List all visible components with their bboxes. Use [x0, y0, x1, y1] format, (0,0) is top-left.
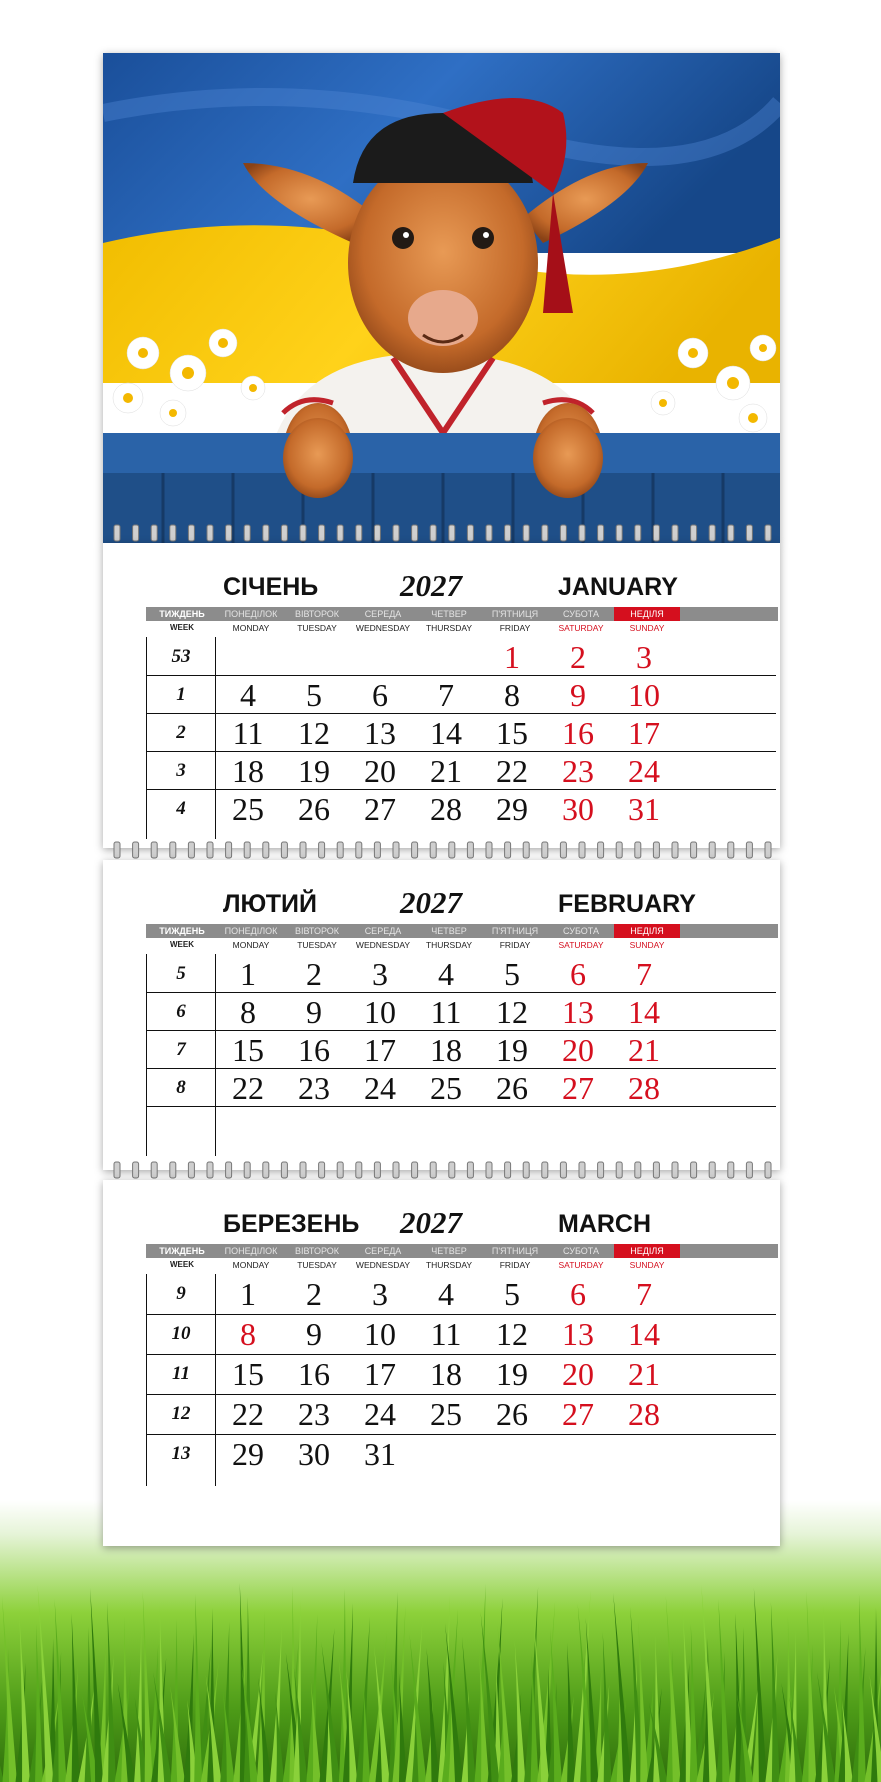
calendar-day[interactable]: 28: [430, 791, 462, 827]
calendar-day[interactable]: 19: [496, 1032, 528, 1068]
week-number: 8: [176, 1077, 186, 1098]
calendar-day[interactable]: 4: [438, 1276, 454, 1312]
calendar-day[interactable]: 8: [240, 994, 256, 1030]
calendar-day[interactable]: 15: [496, 715, 528, 751]
calendar-day[interactable]: 3: [372, 956, 388, 992]
weekday-en-3: THURSDAY: [425, 1260, 473, 1270]
calendar-day[interactable]: 4: [438, 956, 454, 992]
calendar-day[interactable]: 7: [438, 677, 454, 713]
grid-line: [146, 1274, 147, 1486]
weekday-en-5: SATURDAY: [558, 623, 604, 633]
weekday-en-4: FRIDAY: [499, 940, 531, 950]
calendar-day[interactable]: 11: [232, 715, 264, 751]
calendar-day[interactable]: 8: [504, 677, 520, 713]
weekday-header-bar: [146, 924, 778, 938]
weekday-en-6: SUNDAY: [629, 940, 665, 950]
weekday-en-5: SATURDAY: [558, 940, 604, 950]
calendar-day[interactable]: 15: [232, 1356, 264, 1392]
month-sheet: [103, 543, 780, 848]
weekday-en-4: FRIDAY: [499, 623, 531, 633]
week-number: 13: [171, 1443, 191, 1464]
weekday-ua-5: СУБОТА: [563, 926, 599, 936]
calendar-day[interactable]: 21: [430, 753, 462, 789]
goat-illustration: [103, 53, 780, 543]
week-header-ua: ТИЖДЕНЬ: [159, 609, 205, 619]
calendar-day[interactable]: 11: [430, 1316, 462, 1352]
calendar-day[interactable]: 7: [636, 1276, 652, 1312]
week-header-en: WEEK: [170, 1260, 194, 1269]
calendar-day[interactable]: 20: [562, 1032, 594, 1068]
calendar-day[interactable]: 30: [298, 1436, 330, 1472]
weekday-ua-2: СЕРЕДА: [364, 609, 402, 619]
week-number: 4: [176, 798, 186, 819]
weekday-ua-4: П'ЯТНИЦЯ: [491, 1246, 539, 1256]
calendar-day[interactable]: 6: [372, 677, 388, 713]
calendar-photo: [103, 53, 780, 543]
weekday-en-0: MONDAY: [232, 623, 270, 633]
calendar-day[interactable]: 13: [364, 715, 396, 751]
week-header-ua: ТИЖДЕНЬ: [159, 926, 205, 936]
calendar-day[interactable]: 9: [570, 677, 586, 713]
calendar-day[interactable]: 21: [628, 1356, 660, 1392]
calendar-day[interactable]: 14: [628, 994, 660, 1030]
grid-line: [146, 637, 147, 839]
week-number: 3: [176, 760, 186, 781]
calendar-day[interactable]: 29: [496, 791, 528, 827]
weekday-ua-0: ПОНЕДІЛОК: [224, 1246, 278, 1256]
calendar-day[interactable]: 19: [496, 1356, 528, 1392]
weekday-en-6: SUNDAY: [629, 623, 665, 633]
calendar-day[interactable]: 25: [430, 1396, 462, 1432]
weekday-en-6: SUNDAY: [629, 1260, 665, 1270]
calendar-day[interactable]: 14: [430, 715, 462, 751]
weekday-ua-5: СУБОТА: [563, 1246, 599, 1256]
calendar-day[interactable]: 9: [306, 1316, 322, 1352]
calendar-day[interactable]: 31: [364, 1436, 396, 1472]
calendar-day[interactable]: 7: [636, 956, 652, 992]
calendar-day[interactable]: 5: [504, 956, 520, 992]
month-name-en: MARCH: [558, 1210, 652, 1238]
calendar-day[interactable]: 23: [298, 1070, 330, 1106]
week-number: 7: [176, 1039, 186, 1060]
calendar-day[interactable]: 26: [496, 1396, 528, 1432]
row-divider: [146, 1434, 776, 1435]
calendar-day[interactable]: 23: [562, 753, 594, 789]
week-header-ua: ТИЖДЕНЬ: [159, 1246, 205, 1256]
month-name-ua: СІЧЕНЬ: [223, 573, 319, 601]
weekday-en-0: MONDAY: [232, 940, 270, 950]
week-number: 6: [176, 1001, 186, 1022]
calendar-day[interactable]: 9: [306, 994, 322, 1030]
calendar-day[interactable]: 1: [240, 1276, 256, 1312]
weekday-ua-5: СУБОТА: [563, 609, 599, 619]
calendar-day[interactable]: 6: [570, 1276, 586, 1312]
weekday-en-1: TUESDAY: [297, 940, 337, 950]
calendar-day[interactable]: 12: [496, 994, 528, 1030]
calendar-day[interactable]: 6: [570, 956, 586, 992]
month-name-en: JANUARY: [558, 573, 678, 601]
calendar-day[interactable]: 10: [628, 677, 660, 713]
calendar-day[interactable]: 17: [364, 1356, 396, 1392]
weekday-ua-1: ВІВТОРОК: [294, 1246, 340, 1256]
calendar-day[interactable]: 25: [430, 1070, 462, 1106]
week-header-en: WEEK: [170, 623, 194, 632]
grid-line: [146, 954, 147, 1156]
calendar-day[interactable]: 13: [562, 1316, 594, 1352]
row-divider: [146, 1394, 776, 1395]
calendar-day[interactable]: 22: [232, 1070, 264, 1106]
weekday-en-2: WEDNESDAY: [355, 1260, 411, 1270]
weekday-ua-6: НЕДІЛЯ: [614, 924, 680, 938]
weekday-ua-3: ЧЕТВЕР: [431, 609, 467, 619]
weekday-header-bar: [146, 1244, 778, 1258]
weekday-en-1: TUESDAY: [297, 623, 337, 633]
spiral-binding: [108, 523, 778, 545]
weekday-ua-0: ПОНЕДІЛОК: [224, 609, 278, 619]
calendar-day[interactable]: 5: [504, 1276, 520, 1312]
calendar-day[interactable]: 27: [562, 1070, 594, 1106]
calendar-day[interactable]: 2: [306, 1276, 322, 1312]
calendar-day[interactable]: 18: [232, 753, 264, 789]
weekday-en-3: THURSDAY: [425, 940, 473, 950]
calendar-day[interactable]: 29: [232, 1436, 264, 1472]
calendar-day[interactable]: 22: [232, 1396, 264, 1432]
month-sheet: [103, 1180, 780, 1546]
grid-line: [215, 637, 216, 839]
calendar-day[interactable]: 19: [298, 753, 330, 789]
calendar-day[interactable]: 20: [364, 753, 396, 789]
month-sheet: [103, 860, 780, 1170]
calendar-day[interactable]: 24: [364, 1396, 396, 1432]
calendar-day[interactable]: 27: [364, 791, 396, 827]
calendar-day[interactable]: 16: [562, 715, 594, 751]
calendar-day[interactable]: 14: [628, 1316, 660, 1352]
week-number: 10: [171, 1323, 191, 1344]
calendar-day[interactable]: 1: [504, 639, 520, 675]
weekday-ua-3: ЧЕТВЕР: [431, 1246, 467, 1256]
grid-line: [215, 954, 216, 1156]
calendar-day[interactable]: 5: [306, 677, 322, 713]
week-number: 12: [171, 1403, 191, 1424]
row-divider: [146, 1314, 776, 1315]
calendar-day[interactable]: 25: [232, 791, 264, 827]
grid-line: [215, 1274, 216, 1486]
calendar-day[interactable]: 17: [628, 715, 660, 751]
row-divider: [146, 1354, 776, 1355]
month-name-ua: БЕРЕЗЕНЬ: [223, 1210, 360, 1238]
calendar-day[interactable]: 4: [240, 677, 256, 713]
calendar-day[interactable]: 2: [306, 956, 322, 992]
weekday-ua-3: ЧЕТВЕР: [431, 926, 467, 936]
calendar-day[interactable]: 21: [628, 1032, 660, 1068]
calendar-day[interactable]: 10: [364, 1316, 396, 1352]
weekday-ua-4: П'ЯТНИЦЯ: [491, 609, 539, 619]
year-label: 2027: [400, 885, 462, 920]
calendar-day[interactable]: 11: [430, 994, 462, 1030]
weekday-ua-4: П'ЯТНИЦЯ: [491, 926, 539, 936]
weekday-en-1: TUESDAY: [297, 1260, 337, 1270]
week-number: 11: [172, 1363, 190, 1384]
week-number: 2: [176, 722, 186, 743]
weekday-ua-0: ПОНЕДІЛОК: [224, 926, 278, 936]
calendar-day[interactable]: 12: [298, 715, 330, 751]
week-number: 1: [176, 684, 186, 705]
week-number: 9: [176, 1283, 186, 1304]
calendar-day[interactable]: 13: [562, 994, 594, 1030]
weekday-ua-2: СЕРЕДА: [364, 926, 402, 936]
year-label: 2027: [400, 1205, 462, 1240]
weekday-ua-1: ВІВТОРОК: [294, 926, 340, 936]
calendar-day[interactable]: 24: [364, 1070, 396, 1106]
row-divider: [146, 675, 776, 676]
calendar-day[interactable]: 28: [628, 1070, 660, 1106]
calendar-day[interactable]: 18: [430, 1032, 462, 1068]
calendar-day[interactable]: 12: [496, 1316, 528, 1352]
calendar-day[interactable]: 22: [496, 753, 528, 789]
spiral-binding: [108, 840, 778, 862]
weekday-ua-1: ВІВТОРОК: [294, 609, 340, 619]
weekday-en-2: WEDNESDAY: [355, 940, 411, 950]
calendar-day[interactable]: 27: [562, 1396, 594, 1432]
calendar-day[interactable]: 16: [298, 1032, 330, 1068]
calendar-day[interactable]: 8: [240, 1316, 256, 1352]
weekday-ua-6: НЕДІЛЯ: [614, 607, 680, 621]
weekday-en-5: SATURDAY: [558, 1260, 604, 1270]
year-label: 2027: [400, 568, 462, 603]
calendar-day[interactable]: 26: [298, 791, 330, 827]
calendar-day[interactable]: 17: [364, 1032, 396, 1068]
spiral-binding: [108, 1160, 778, 1182]
weekday-ua-6: НЕДІЛЯ: [614, 1244, 680, 1258]
calendar-day[interactable]: 3: [372, 1276, 388, 1312]
calendar-day[interactable]: 18: [430, 1356, 462, 1392]
weekday-en-0: MONDAY: [232, 1260, 270, 1270]
month-name-en: FEBRUARY: [558, 890, 696, 918]
calendar-day[interactable]: 16: [298, 1356, 330, 1392]
calendar-day[interactable]: 3: [636, 639, 652, 675]
calendar-day[interactable]: 23: [298, 1396, 330, 1432]
month-name-ua: ЛЮТИЙ: [223, 890, 317, 918]
calendar-day[interactable]: 24: [628, 753, 660, 789]
calendar-day[interactable]: 26: [496, 1070, 528, 1106]
calendar-day[interactable]: 1: [240, 956, 256, 992]
calendar-day[interactable]: 28: [628, 1396, 660, 1432]
week-number: 53: [171, 646, 191, 667]
calendar-day[interactable]: 10: [364, 994, 396, 1030]
week-number: 5: [176, 963, 186, 984]
weekday-header-bar: [146, 607, 778, 621]
calendar-day[interactable]: 2: [570, 639, 586, 675]
weekday-en-3: THURSDAY: [425, 623, 473, 633]
calendar-day[interactable]: 15: [232, 1032, 264, 1068]
calendar-day[interactable]: 31: [628, 791, 660, 827]
calendar-day[interactable]: 30: [562, 791, 594, 827]
weekday-en-2: WEDNESDAY: [355, 623, 411, 633]
weekday-ua-2: СЕРЕДА: [364, 1246, 402, 1256]
calendar-day[interactable]: 20: [562, 1356, 594, 1392]
week-header-en: WEEK: [170, 940, 194, 949]
weekday-en-4: FRIDAY: [499, 1260, 531, 1270]
